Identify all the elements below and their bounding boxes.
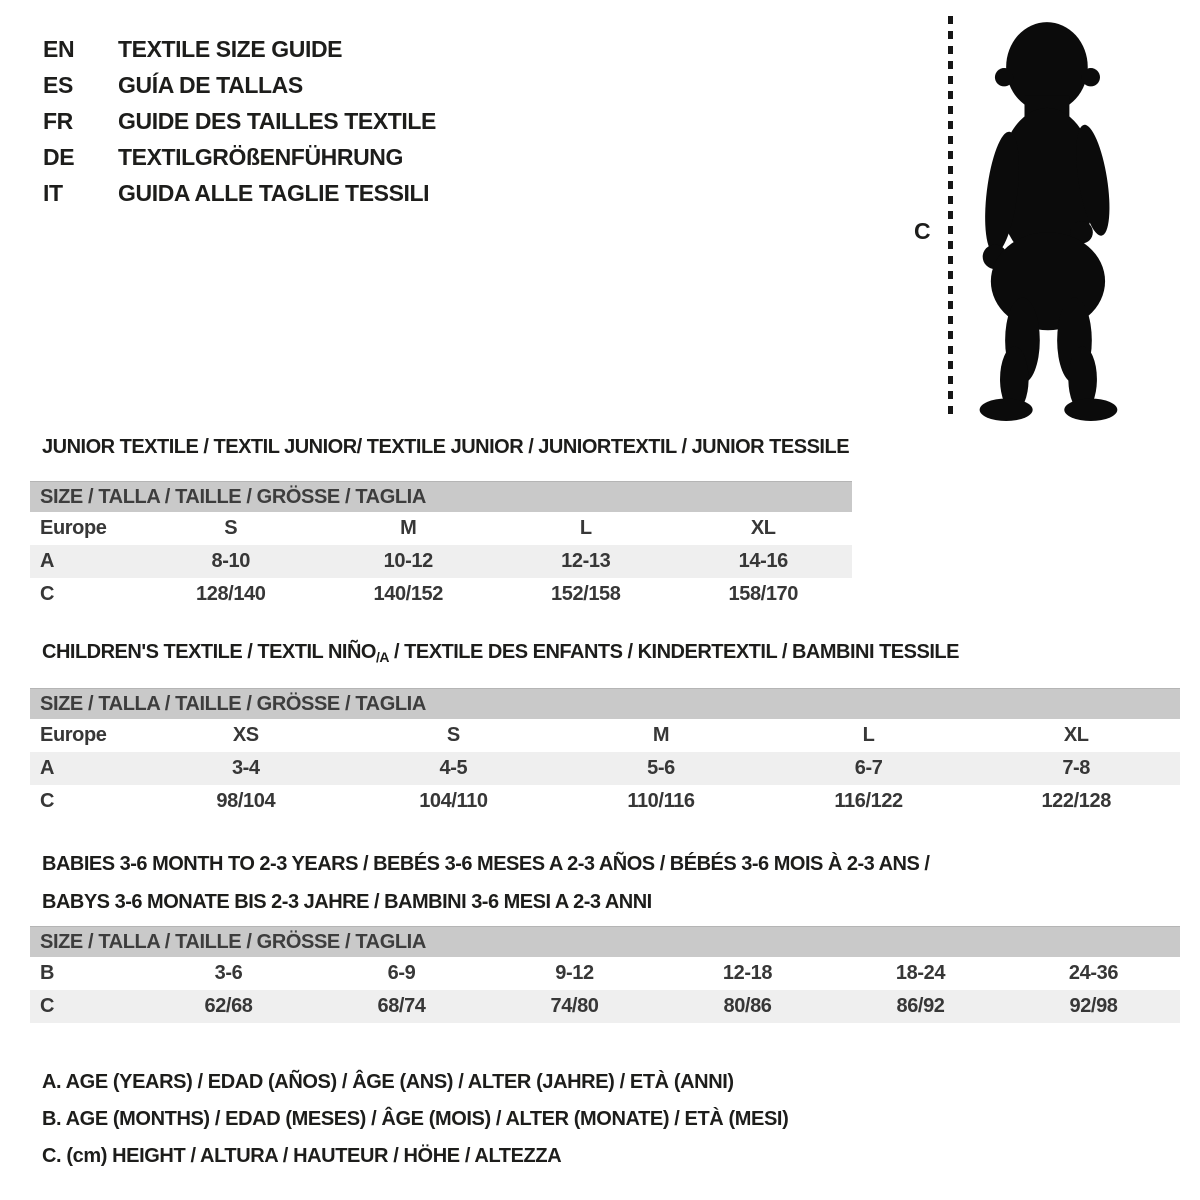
table-cell: 158/170 [728, 583, 798, 605]
table-cell: 10-12 [383, 550, 433, 572]
guide-title-es: GUÍA DE TALLAS [118, 72, 303, 98]
children-heading-subscript: /A [375, 649, 389, 665]
table-cell: 18-24 [895, 962, 946, 984]
language-code: ES [43, 72, 73, 98]
babies-section-heading [42, 845, 929, 921]
table-cell: 122/128 [1041, 790, 1111, 812]
table-cell: XL [1063, 724, 1089, 746]
table-row [30, 990, 1180, 1023]
table-cell: 8-10 [211, 550, 250, 572]
table-cell: 12-13 [561, 550, 611, 572]
table-cell: M [652, 724, 670, 746]
table-cell: 68/74 [377, 995, 426, 1017]
language-row-de [43, 139, 436, 175]
row-label: C [40, 790, 55, 812]
table-row [30, 785, 1180, 818]
table-row [30, 578, 852, 611]
junior-size-header-bar: SIZE / TALLA / TAILLE / GRÖSSE / TAGLIA [30, 481, 852, 512]
table-row [30, 752, 1180, 785]
table-cell: M [400, 517, 417, 539]
row-label: A [40, 550, 55, 572]
table-row [30, 545, 852, 578]
table-cell: L [579, 517, 592, 539]
babies-heading-line2: BABYS 3-6 MONATE BIS 2-3 JAHRE / BAMBINI 3-6 MESI A 2-3 ANNI [42, 891, 652, 913]
footnote-legend [42, 1064, 788, 1175]
table-cell: 12-18 [722, 962, 773, 984]
row-label: Europe [40, 724, 107, 746]
table-row [30, 512, 852, 545]
table-cell: XS [232, 724, 259, 746]
table-cell: 104/110 [419, 790, 488, 812]
table-cell: 110/116 [627, 790, 695, 812]
children-heading-post: / TEXTILE DES ENFANTS / KINDERTEXTIL / BAMBINI TESSILE [388, 641, 959, 663]
babies-size-header-bar: SIZE / TALLA / TAILLE / GRÖSSE / TAGLIA [30, 926, 1180, 957]
table-cell: 7-8 [1062, 757, 1091, 779]
table-cell: 74/80 [550, 995, 599, 1017]
height-measure-label: C [914, 218, 931, 244]
table-cell: 5-6 [647, 757, 675, 779]
language-code: DE [43, 144, 75, 170]
table-cell: 92/98 [1069, 995, 1118, 1017]
table-cell: 4-5 [439, 757, 468, 779]
language-row-en [43, 31, 436, 67]
babies-heading-line1: BABIES 3-6 MONTH TO 2-3 YEARS / BEBÉS 3-6 MESES A 2-3 AÑOS / BÉBÉS 3-6 MOIS À 2-3 ANS / [42, 853, 930, 875]
guide-title-fr: GUIDE DES TAILLES TEXTILE [118, 108, 436, 134]
table-cell: S [446, 724, 460, 746]
language-row-it [43, 175, 436, 211]
table-cell: 152/158 [551, 583, 621, 605]
table-cell: 98/104 [216, 790, 276, 812]
row-label: B [40, 962, 55, 984]
language-code: IT [43, 180, 63, 206]
table-row [30, 719, 1180, 752]
table-row [30, 957, 1180, 990]
table-cell: 14-16 [738, 550, 788, 572]
height-measure-dashed-line [948, 16, 953, 418]
junior-size-table [30, 481, 852, 611]
table-cell: 128/140 [196, 583, 266, 605]
language-row-es [43, 67, 436, 103]
row-label: C [40, 995, 55, 1017]
language-code: FR [43, 108, 73, 134]
language-title-list [43, 31, 436, 211]
footnote-a: A. AGE (YEARS) / EDAD (AÑOS) / ÂGE (ANS) / ALTER (JAHRE) / ETÀ (ANNI) [42, 1071, 734, 1093]
table-cell: 3-4 [231, 757, 260, 779]
row-label: A [40, 757, 55, 779]
table-cell: 116/122 [834, 790, 903, 812]
babies-size-table [30, 926, 1180, 1023]
children-size-header-bar: SIZE / TALLA / TAILLE / GRÖSSE / TAGLIA [30, 688, 1180, 719]
children-size-table [30, 688, 1180, 818]
footnote-c: C. (cm) HEIGHT / ALTURA / HAUTEUR / HÖHE / ALTEZZA [42, 1145, 562, 1167]
toddler-silhouette-icon [958, 14, 1142, 422]
table-cell: 86/92 [896, 995, 945, 1017]
table-cell: 140/152 [373, 583, 443, 605]
table-cell: S [224, 517, 238, 539]
table-cell: L [862, 724, 875, 746]
children-heading-pre: CHILDREN'S TEXTILE / TEXTIL NIÑO [42, 641, 376, 663]
table-cell: XL [750, 517, 776, 539]
table-cell: 62/68 [204, 995, 253, 1017]
table-cell: 6-7 [854, 757, 883, 779]
language-row-fr [43, 103, 436, 139]
guide-title-it: GUIDA ALLE TAGLIE TESSILI [118, 180, 430, 206]
row-label: C [40, 583, 55, 605]
table-cell: 9-12 [555, 962, 594, 984]
row-label: Europe [40, 517, 107, 539]
table-cell: 80/86 [723, 995, 772, 1017]
junior-section-heading: JUNIOR TEXTILE / TEXTIL JUNIOR/ TEXTILE JUNIOR / JUNIORTEXTIL / JUNIOR TESSILE [42, 436, 850, 458]
language-code: EN [43, 36, 75, 62]
footnote-b: B. AGE (MONTHS) / EDAD (MESES) / ÂGE (MOIS) / ALTER (MONATE) / ETÀ (MESI) [42, 1108, 789, 1130]
guide-title-de: TEXTILGRÖßENFÜHRUNG [118, 144, 403, 170]
children-section-heading [42, 641, 959, 665]
table-cell: 6-9 [387, 962, 416, 984]
table-cell: 24-36 [1068, 962, 1119, 984]
table-cell: 3-6 [214, 962, 243, 984]
guide-title-en: TEXTILE SIZE GUIDE [118, 36, 343, 62]
